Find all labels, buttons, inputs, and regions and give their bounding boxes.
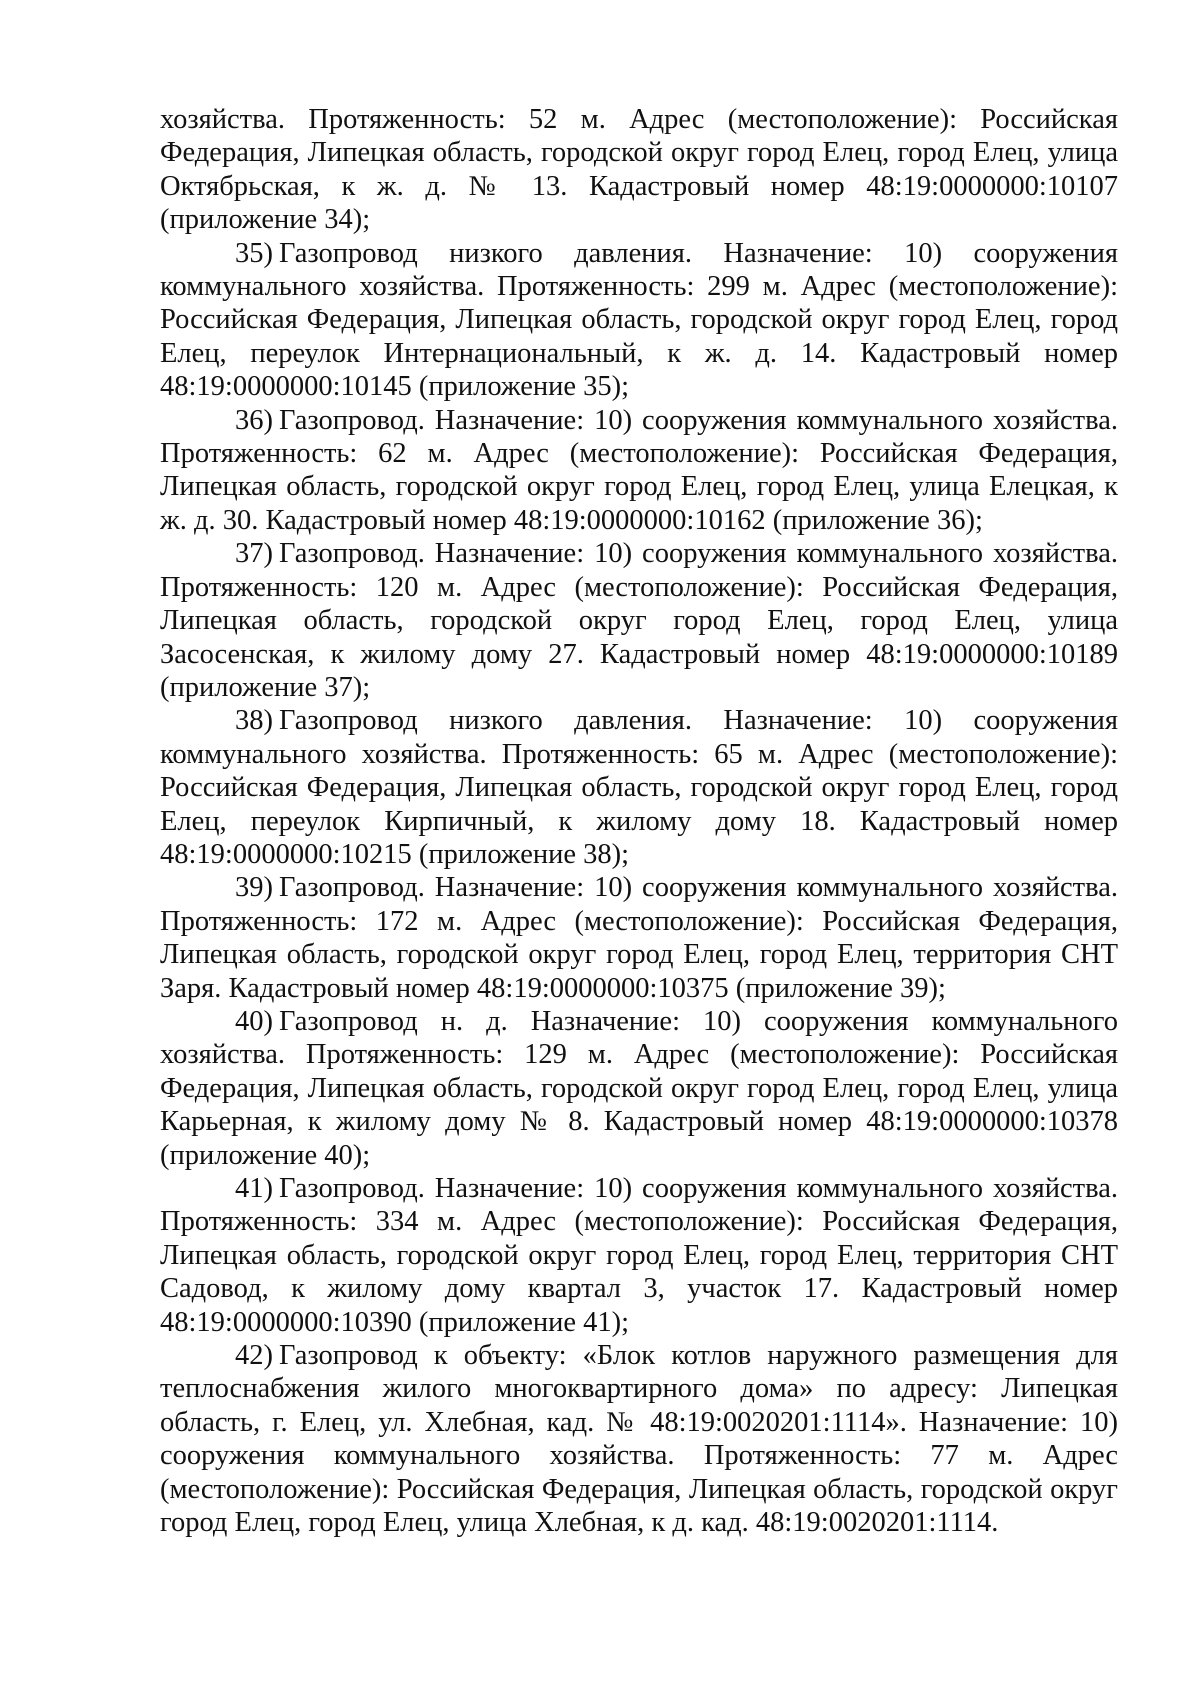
paragraph-36 xyxy=(160,404,1118,538)
paragraph-number: 39) xyxy=(235,872,273,904)
paragraph-number: 36) xyxy=(235,404,273,436)
paragraph-40 xyxy=(160,1005,1118,1172)
paragraph-number: 35) xyxy=(235,237,273,269)
paragraph-35 xyxy=(160,237,1118,404)
paragraph-34-continuation xyxy=(160,103,1118,237)
paragraph-39 xyxy=(160,871,1118,1005)
paragraph-38 xyxy=(160,704,1118,871)
paragraph-number: 42) xyxy=(235,1340,273,1372)
paragraph-37 xyxy=(160,537,1118,704)
paragraph-42 xyxy=(160,1339,1118,1539)
document-body xyxy=(160,103,1118,1539)
paragraph-text: Газопровод н. д. Назначение: 10) сооружения коммунального хозяйства. Протяженность: 129 м. Адрес (местоположение): Российская Федерация, Липецкая область, городской округ город Елец, город Елец, улица Карьерная, к жилому дому № 8. Кадастровый номер 48:19:0000000:10378 (приложение 40); xyxy=(160,1005,1118,1171)
paragraph-number: 38) xyxy=(235,705,273,737)
paragraph-text: Газопровод к объекту: «Блок котлов наружного размещения для теплоснабжения жилого многоквартирного дома» по адресу: Липецкая область, г. Елец, ул. Хлебная, кад. № 48:19:0020201:1114». Назначение: 10) сооружения коммунального хозяйства. Протяженность: 77 м. Адрес (местоположение): Российская Федерация, Липецкая область, городской округ город Елец, город Елец, улица Хлебная, к д. кад. 48:19:0020201:1114. xyxy=(160,1340,1118,1539)
paragraph-text: Газопровод низкого давления. Назначение: 10) сооружения коммунального хозяйства. Протяженность: 299 м. Адрес (местоположение): Российская Федерация, Липецкая область, городской округ город Елец, город Елец, переулок Интернациональный, к ж. д. 14. Кадастровый номер 48:19:0000000:10145 (приложение 35); xyxy=(160,237,1118,403)
paragraph-text: Газопровод низкого давления. Назначение: 10) сооружения коммунального хозяйства. Протяженность: 65 м. Адрес (местоположение): Российская Федерация, Липецкая область, городской округ город Елец, город Елец, переулок Кирпичный, к жилому дому 18. Кадастровый номер 48:19:0000000:10215 (приложение 38); xyxy=(160,705,1118,870)
paragraph-number: 40) xyxy=(235,1005,273,1037)
paragraph-text: Газопровод. Назначение: 10) сооружения коммунального хозяйства. Протяженность: 120 м. Адрес (местоположение): Российская Федерация, Липецкая область, городской округ город Елец, город Елец, улица Засосенская, к жилому дому 27. Кадастровый номер 48:19:0000000:10189 (приложение 37); xyxy=(160,538,1118,703)
paragraph-number: 37) xyxy=(235,538,273,570)
paragraph-text: Газопровод. Назначение: 10) сооружения коммунального хозяйства. Протяженность: 172 м. Адрес (местоположение): Российская Федерация, Липецкая область, городской округ город Елец, город Елец, территория СНТ Заря. Кадастровый номер 48:19:0000000:10375 (приложение 39); xyxy=(160,872,1118,1004)
paragraph-text: хозяйства. Протяженность: 52 м. Адрес (местоположение): Российская Федерация, Липецкая область, городской округ город Елец, город Елец, улица Октябрьская, к ж. д. № 13. Кадастровый номер 48:19:0000000:10107 (приложение 34); xyxy=(160,104,1118,236)
paragraph-41 xyxy=(160,1172,1118,1339)
paragraph-text: Газопровод. Назначение: 10) сооружения коммунального хозяйства. Протяженность: 62 м. Адрес (местоположение): Российская Федерация, Липецкая область, городской округ город Елец, город Елец, улица Елецкая, к ж. д. 30. Кадастровый номер 48:19:0000000:10162 (приложение 36); xyxy=(160,404,1118,536)
paragraph-number: 41) xyxy=(235,1173,273,1204)
paragraph-text: Газопровод. Назначение: 10) сооружения коммунального хозяйства. Протяженность: 334 м. Адрес (местоположение): Российская Федерация, Липецкая область, городской округ город Елец, город Елец, территория СНТ Садовод, к жилому дому квартал 3, участок 17. Кадастровый номер 48:19:0000000:10390 (приложение 41); xyxy=(160,1173,1118,1338)
